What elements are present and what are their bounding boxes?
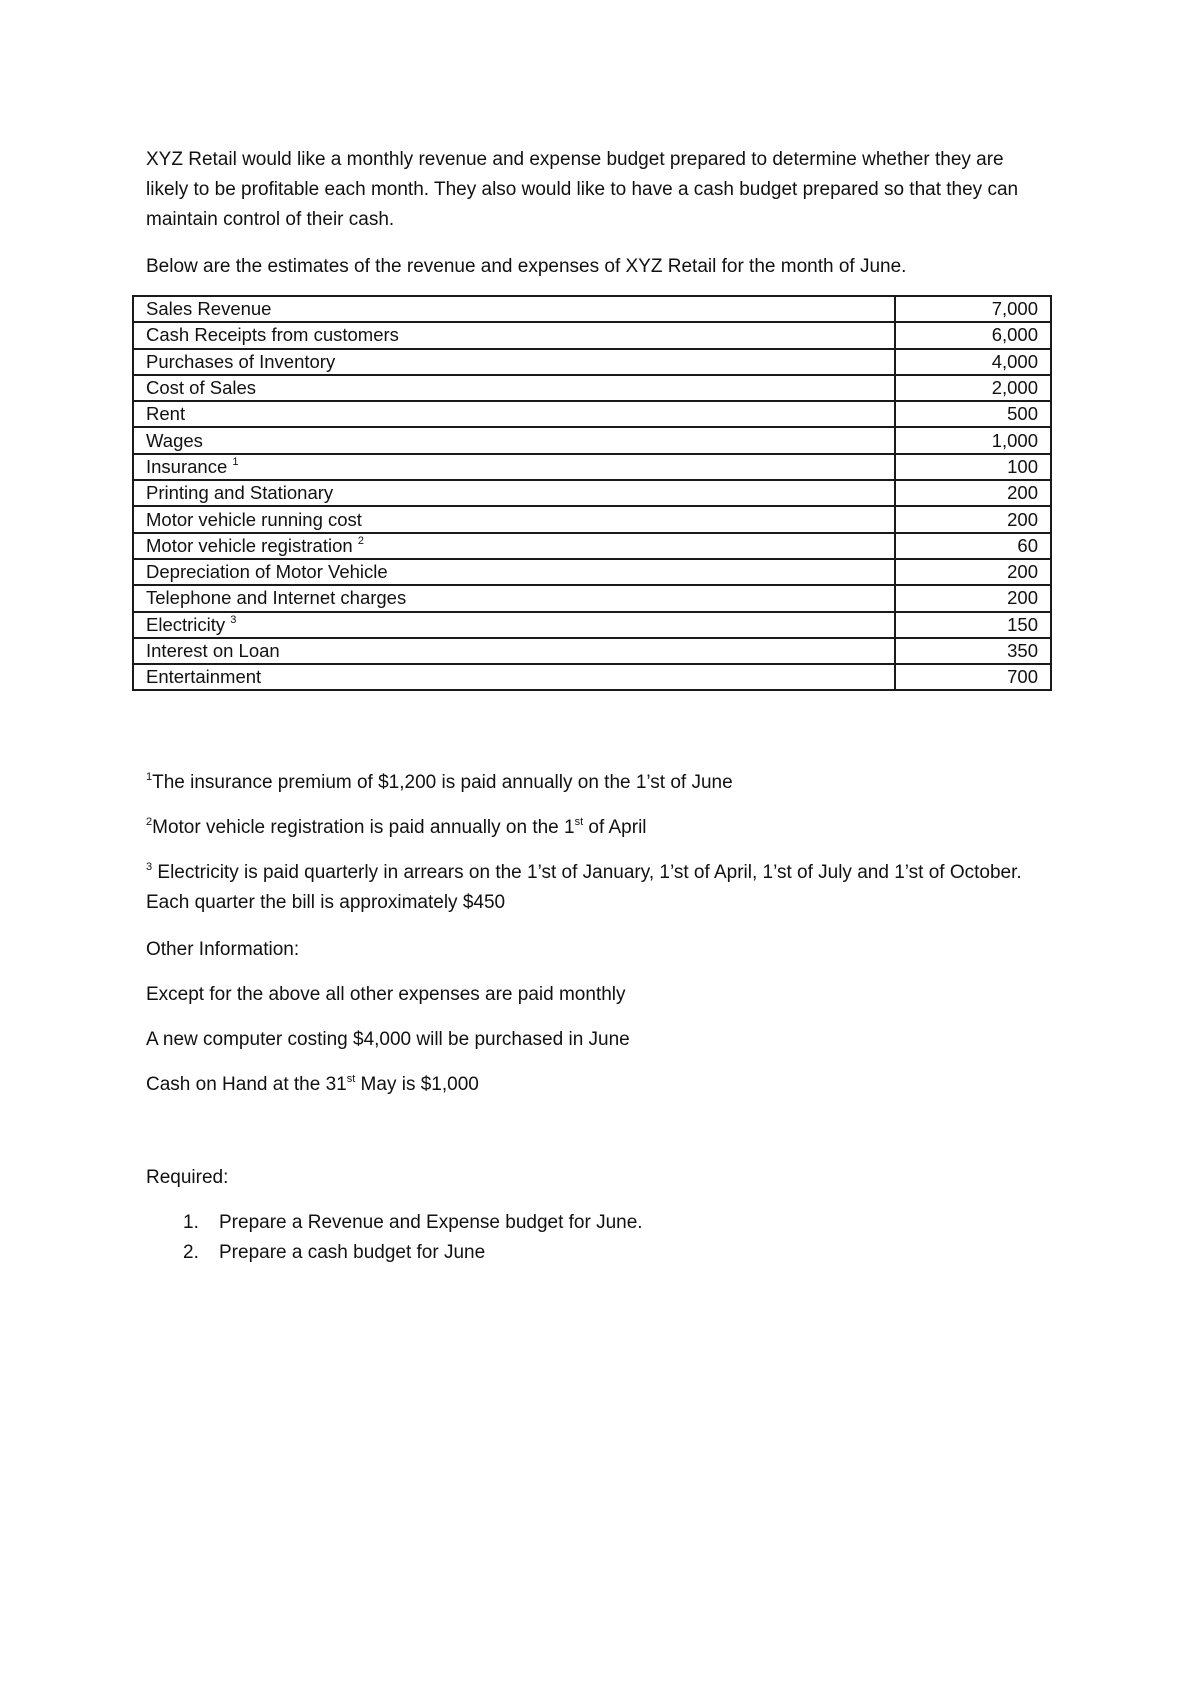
estimate-label-cell bbox=[133, 454, 895, 480]
estimate-label-cell bbox=[133, 349, 895, 375]
intro-paragraph: XYZ Retail would like a monthly revenue and expense budget prepared to determine whether they are likely to be profitable each month. They also would like to have a cash budget prepared so that they can maintain control of their cash. bbox=[146, 149, 1019, 230]
estimate-label: Telephone and Internet charges bbox=[146, 587, 407, 609]
required-item bbox=[146, 1238, 643, 1268]
estimate-amount: 200 bbox=[895, 585, 1051, 611]
estimate-footnote-marker: 2 bbox=[357, 534, 364, 547]
estimate-label-cell bbox=[133, 585, 895, 611]
estimates-table bbox=[132, 295, 1052, 691]
estimate-label-cell bbox=[133, 322, 895, 348]
estimate-label: Electricity bbox=[146, 613, 226, 635]
footnote-2 bbox=[146, 813, 1046, 843]
estimate-row bbox=[133, 401, 1051, 427]
estimate-row bbox=[133, 322, 1051, 348]
estimate-label: Motor vehicle running cost bbox=[146, 508, 362, 530]
footnote-1-text: The insurance premium of $1,200 is paid annually on the 1’st of June bbox=[152, 772, 733, 793]
estimate-label: Cash Receipts from customers bbox=[146, 324, 399, 346]
estimate-row bbox=[133, 349, 1051, 375]
other-info-heading: Other Information: bbox=[146, 939, 300, 960]
estimate-label: Rent bbox=[146, 403, 186, 425]
footnote-3-marker: 3 bbox=[146, 861, 153, 873]
estimate-label: Sales Revenue bbox=[146, 298, 272, 320]
estimate-label: Cost of Sales bbox=[146, 377, 257, 399]
estimate-row bbox=[133, 664, 1051, 690]
required-item-text: Prepare a Revenue and Expense budget for June. bbox=[219, 1212, 643, 1233]
footnote-2-marker: 2 bbox=[146, 816, 153, 828]
footnote-3-text: Electricity is paid quarterly in arrears on the 1’st of January, 1’st of April, 1’st of July and 1’st of October. Each quarter the bill is approximately $450 bbox=[146, 862, 1022, 913]
required-item bbox=[146, 1208, 643, 1238]
required-heading: Required: bbox=[146, 1167, 229, 1188]
estimate-row bbox=[133, 427, 1051, 453]
estimate-label: Purchases of Inventory bbox=[146, 350, 336, 372]
estimate-amount: 200 bbox=[895, 480, 1051, 506]
estimate-label-cell bbox=[133, 533, 895, 559]
required-list bbox=[146, 1208, 643, 1268]
estimate-label: Entertainment bbox=[146, 666, 262, 688]
required-item-text: Prepare a cash budget for June bbox=[219, 1242, 486, 1263]
intro-estimates-line: Below are the estimates of the revenue and expenses of XYZ Retail for the month of June. bbox=[146, 256, 907, 277]
footnote-2-text-a: Motor vehicle registration is paid annually on the 1 bbox=[152, 817, 575, 838]
estimate-row bbox=[133, 638, 1051, 664]
estimate-label: Motor vehicle registration bbox=[146, 534, 353, 556]
estimate-label: Interest on Loan bbox=[146, 640, 280, 661]
estimate-row bbox=[133, 375, 1051, 401]
estimate-amount: 100 bbox=[895, 454, 1051, 480]
estimate-amount: 500 bbox=[895, 401, 1051, 427]
estimate-footnote-marker: 1 bbox=[232, 455, 239, 468]
estimate-amount: 2,000 bbox=[895, 375, 1051, 401]
estimate-label-cell bbox=[133, 375, 895, 401]
estimate-label-cell bbox=[133, 296, 895, 322]
estimate-label-cell bbox=[133, 506, 895, 532]
estimate-amount: 4,000 bbox=[895, 349, 1051, 375]
estimate-amount: 150 bbox=[895, 612, 1051, 638]
estimate-label: Printing and Stationary bbox=[146, 482, 334, 504]
estimate-label-cell bbox=[133, 559, 895, 585]
required-item-number: 1. bbox=[183, 1212, 199, 1233]
estimate-amount: 1,000 bbox=[895, 427, 1051, 453]
footnote-3 bbox=[146, 858, 1046, 918]
estimate-row bbox=[133, 533, 1051, 559]
estimate-amount: 7,000 bbox=[895, 296, 1051, 322]
estimate-amount: 200 bbox=[895, 506, 1051, 532]
other-info-line-2: A new computer costing $4,000 will be purchased in June bbox=[146, 1029, 630, 1050]
estimate-label: Insurance bbox=[146, 455, 228, 477]
estimate-label-cell bbox=[133, 664, 895, 690]
cash-on-hand-text-b: May is $1,000 bbox=[355, 1074, 479, 1095]
estimate-row bbox=[133, 480, 1051, 506]
footnote-1-marker: 1 bbox=[146, 771, 153, 783]
estimate-row bbox=[133, 506, 1051, 532]
estimate-amount: 60 bbox=[895, 533, 1051, 559]
estimate-row bbox=[133, 296, 1051, 322]
footnote-1 bbox=[146, 768, 1046, 798]
estimate-label-cell bbox=[133, 427, 895, 453]
estimate-label: Depreciation of Motor Vehicle bbox=[146, 561, 388, 583]
estimate-row bbox=[133, 454, 1051, 480]
other-info-line-1: Except for the above all other expenses are paid monthly bbox=[146, 984, 626, 1005]
estimate-label-cell bbox=[133, 612, 895, 638]
estimate-amount: 700 bbox=[895, 664, 1051, 690]
footnote-2-sup: st bbox=[574, 816, 584, 828]
estimate-amount: 200 bbox=[895, 559, 1051, 585]
estimate-label-cell bbox=[133, 401, 895, 427]
other-info-line-3 bbox=[146, 1070, 1046, 1100]
footnote-2-text-b: of April bbox=[583, 817, 647, 838]
estimate-label-cell bbox=[133, 638, 895, 664]
estimate-row bbox=[133, 585, 1051, 611]
estimate-footnote-marker: 3 bbox=[230, 613, 237, 626]
cash-on-hand-sup: st bbox=[346, 1073, 356, 1085]
estimate-amount: 350 bbox=[895, 638, 1051, 664]
estimate-label: Wages bbox=[146, 429, 203, 451]
cash-on-hand-text-a: Cash on Hand at the 31 bbox=[146, 1074, 347, 1095]
required-item-number: 2. bbox=[183, 1242, 199, 1263]
estimate-amount: 6,000 bbox=[895, 322, 1051, 348]
estimate-row bbox=[133, 612, 1051, 638]
estimate-label-cell bbox=[133, 480, 895, 506]
estimate-row bbox=[133, 559, 1051, 585]
